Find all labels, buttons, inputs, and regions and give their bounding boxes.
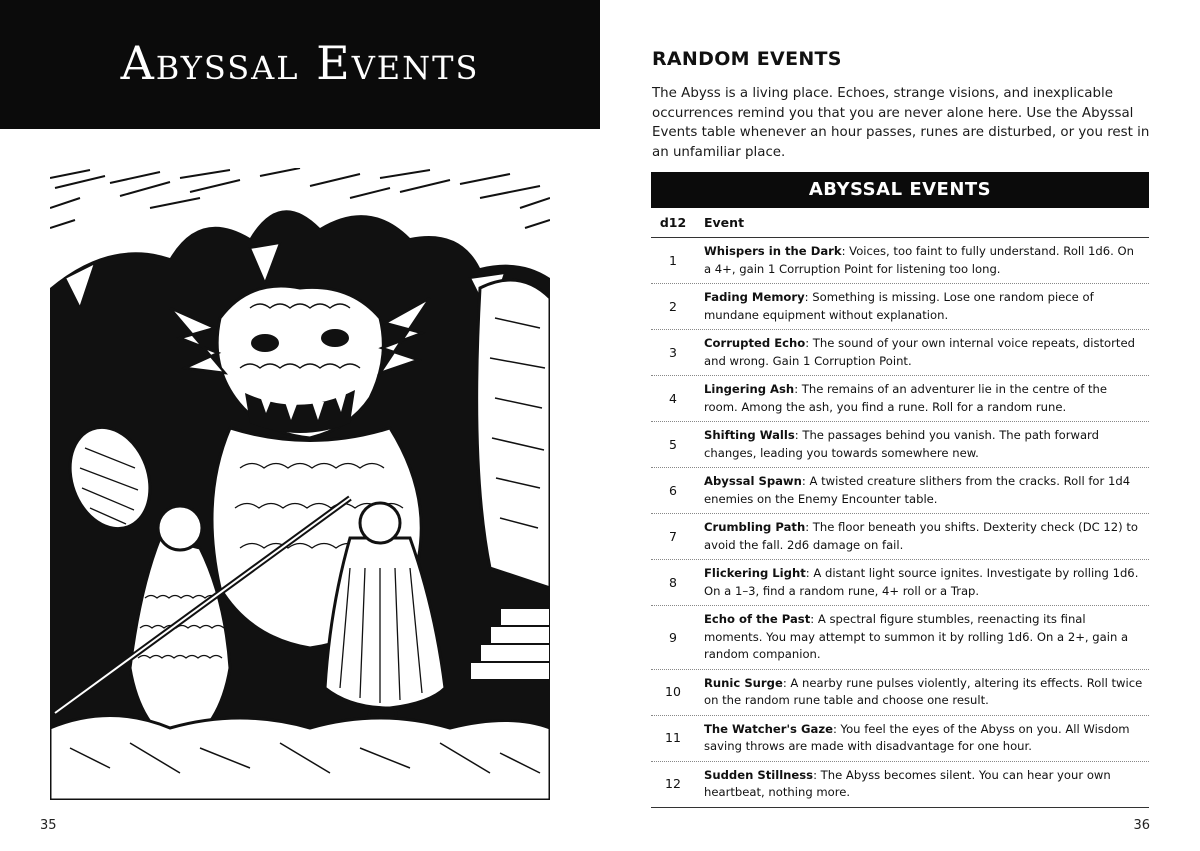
event-text: : The passages behind you vanish. The path forward changes, leading you towards somewhere new. xyxy=(704,428,1099,460)
event-text: : You feel the eyes of the Abyss on you. All Wisdom saving throws are made with disadvantage for one hour. xyxy=(704,721,1130,753)
roll-value: 9 xyxy=(669,629,677,645)
roll-value: 12 xyxy=(665,776,681,792)
event-description xyxy=(695,514,1149,559)
event-description xyxy=(695,468,1149,513)
event-name: The Watcher's Gaze xyxy=(704,721,833,736)
event-text: : The sound of your own internal voice repeats, distorted and wrong. Gain 1 Corruption Point. xyxy=(704,336,1135,368)
roll-value: 3 xyxy=(669,344,677,360)
dragon-battle-illustration xyxy=(50,168,550,800)
table-row xyxy=(651,330,1149,376)
event-text: : Something is missing. Lose one random piece of mundane equipment without explanation. xyxy=(704,290,1094,322)
roll-value: 2 xyxy=(669,298,677,314)
event-text: : A nearby rune pulses violently, altering its effects. Roll twice on the random rune table and choose one result. xyxy=(704,675,1143,707)
event-name: Sudden Stillness xyxy=(704,767,814,782)
title-band xyxy=(0,0,600,129)
roll-value: 11 xyxy=(665,730,681,746)
event-description xyxy=(695,762,1149,807)
event-description xyxy=(695,606,1149,669)
intro-paragraph: The Abyss is a living place. Echoes, strange visions, and inexplicable occurrences remind you that you are never alone here. Use the Abyssal Events table whenever an hour passes, runes are disturbed, or you rest in an unfamiliar place. xyxy=(652,86,1150,160)
event-name: Echo of the Past xyxy=(704,612,811,626)
event-name: Lingering Ash xyxy=(704,382,795,396)
page-title: Abyssal Events xyxy=(120,36,480,90)
event-description xyxy=(695,330,1149,375)
event-description xyxy=(695,284,1149,329)
table-header-row xyxy=(651,208,1149,238)
table-row xyxy=(651,560,1149,606)
event-text: : Voices, too faint to fully understand. Roll 1d6. On a 4+, gain 1 Corruption Point for listening too long. xyxy=(704,244,1135,276)
page-number-left: 35 xyxy=(40,818,57,833)
table-row xyxy=(651,238,1149,284)
event-text: : The remains of an adventurer lie in the centre of the room. Among the ash, you find a rune. Roll for a random rune. xyxy=(704,382,1108,414)
events-table xyxy=(651,172,1149,808)
event-description xyxy=(695,238,1149,283)
event-description xyxy=(695,422,1149,467)
event-description xyxy=(695,716,1149,761)
event-text: : A spectral figure stumbles, reenacting its final moments. You may attempt to summon it by rolling 1d6. On a 2+, gain a random companion. xyxy=(704,612,1129,661)
table-row xyxy=(651,716,1149,762)
table-row xyxy=(651,376,1149,422)
table-banner: ABYSSAL EVENTS xyxy=(651,172,1149,208)
event-text: : A twisted creature slithers from the cracks. Roll for 1d4 enemies on the Enemy Encounter table. xyxy=(704,474,1131,506)
table-row xyxy=(651,468,1149,514)
event-name: Abyssal Spawn xyxy=(704,474,802,488)
event-name: Runic Surge xyxy=(704,675,783,690)
table-body xyxy=(651,238,1149,808)
event-name: Crumbling Path xyxy=(704,520,806,534)
roll-value: 4 xyxy=(669,390,677,406)
event-description xyxy=(695,376,1149,421)
table-row xyxy=(651,670,1149,716)
section-heading: RANDOM EVENTS xyxy=(652,48,842,70)
event-name: Corrupted Echo xyxy=(704,336,806,350)
page-number-right: 36 xyxy=(1133,818,1150,833)
header-event: Event xyxy=(704,215,745,230)
event-description xyxy=(695,670,1149,715)
roll-value: 1 xyxy=(669,252,677,268)
event-text: : The Abyss becomes silent. You can hear your own heartbeat, nothing more. xyxy=(704,767,1111,799)
table-row xyxy=(651,514,1149,560)
roll-value: 6 xyxy=(669,482,677,498)
right-page xyxy=(600,0,1200,851)
roll-value: 7 xyxy=(669,528,677,544)
table-row xyxy=(651,762,1149,808)
event-name: Flickering Light xyxy=(704,566,806,580)
roll-value: 5 xyxy=(669,436,677,452)
roll-value: 8 xyxy=(669,574,677,590)
event-name: Whispers in the Dark xyxy=(704,244,842,258)
event-name: Shifting Walls xyxy=(704,428,795,442)
table-row xyxy=(651,422,1149,468)
event-text: : The floor beneath you shifts. Dexterity check (DC 12) to avoid the fall. 2d6 damage on fail. xyxy=(704,520,1139,552)
event-name: Fading Memory xyxy=(704,290,805,304)
header-die: d12 xyxy=(659,215,687,230)
table-row xyxy=(651,606,1149,670)
event-description xyxy=(695,560,1149,605)
table-row xyxy=(651,284,1149,330)
event-text: : A distant light source ignites. Investigate by rolling 1d6. On a 1–3, find a random rune, 4+ roll or a Trap. xyxy=(704,566,1139,598)
roll-value: 10 xyxy=(665,684,681,700)
